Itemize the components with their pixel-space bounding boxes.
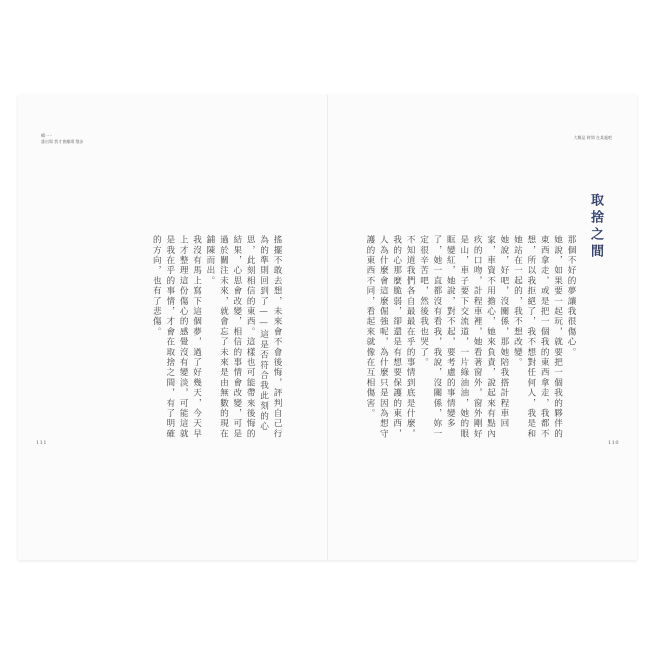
right-page-body [363,235,578,440]
left-page-body [136,235,283,440]
paragraph: 她說，如果要一起玩，就要把一個我的夥伴的東西拿走，或是把一個我的東西拿走，我都不想，所以我拒絕了，我不想對任何人，我是和她站在一起的，我不想改變。 [512,235,563,439]
paragraph: 不知道我們各自最最在乎的事情到底是什麼，我的心那麼脆弱，卻還是有想要保護的東西，人為什麼會這麼倔強呢，為什麼只是因為想守護的東西不同，看起來就像在互相傷害。 [364,235,416,439]
running-head-left-line1: 輯一・ [41,133,53,138]
running-head-left-line2: 誰出場 我才會離場 散步 [41,139,84,144]
paragraph: 搖擺不敢去想，未來會不會後悔，評判自己行為的準則回到了——這是否符合我此刻的心思，此刻相信的東西。這樣也可能帶來後悔的結果，心思會改變，相信的事情會改變，可是過於關注未來，就會忘了未來是由無數的現在鋪陳而出。 [204,235,282,439]
running-head-right-line1: 大概是 時間 在某處吧 [573,135,612,140]
paragraph: 她說，好吧，沒關係，那她陪我搭計程車回家，車資不用擔心，她來負責，說起來有點內疚的口吻，計程車裡，她看著窗外，窗外剛好是山，車子要下交流道，一片綠油油，她的眼眶變紅，她說，對不起，要考慮的事情變多了，她一直都沒有看我，我說，沒關係，妳一定很辛苦吧，然後我也哭了。 [418,235,509,439]
page-number-right: 110 [608,440,620,446]
chapter-title: 取捨之間 [588,193,603,261]
book-gutter [327,95,328,560]
running-head-right [573,135,612,141]
paragraph: 那個不好的夢讓我很傷心。 [566,235,576,358]
page-number-left: 111 [36,440,48,446]
running-head-left [41,133,84,145]
paragraph: 我沒有馬上寫下這個夢，過了好幾天，今天早上才整理這份傷心的感覺沒有變淡，可能這就是我在乎的事情，才會在取捨之間，有了明確的方向，也有了悲傷。 [151,235,202,439]
